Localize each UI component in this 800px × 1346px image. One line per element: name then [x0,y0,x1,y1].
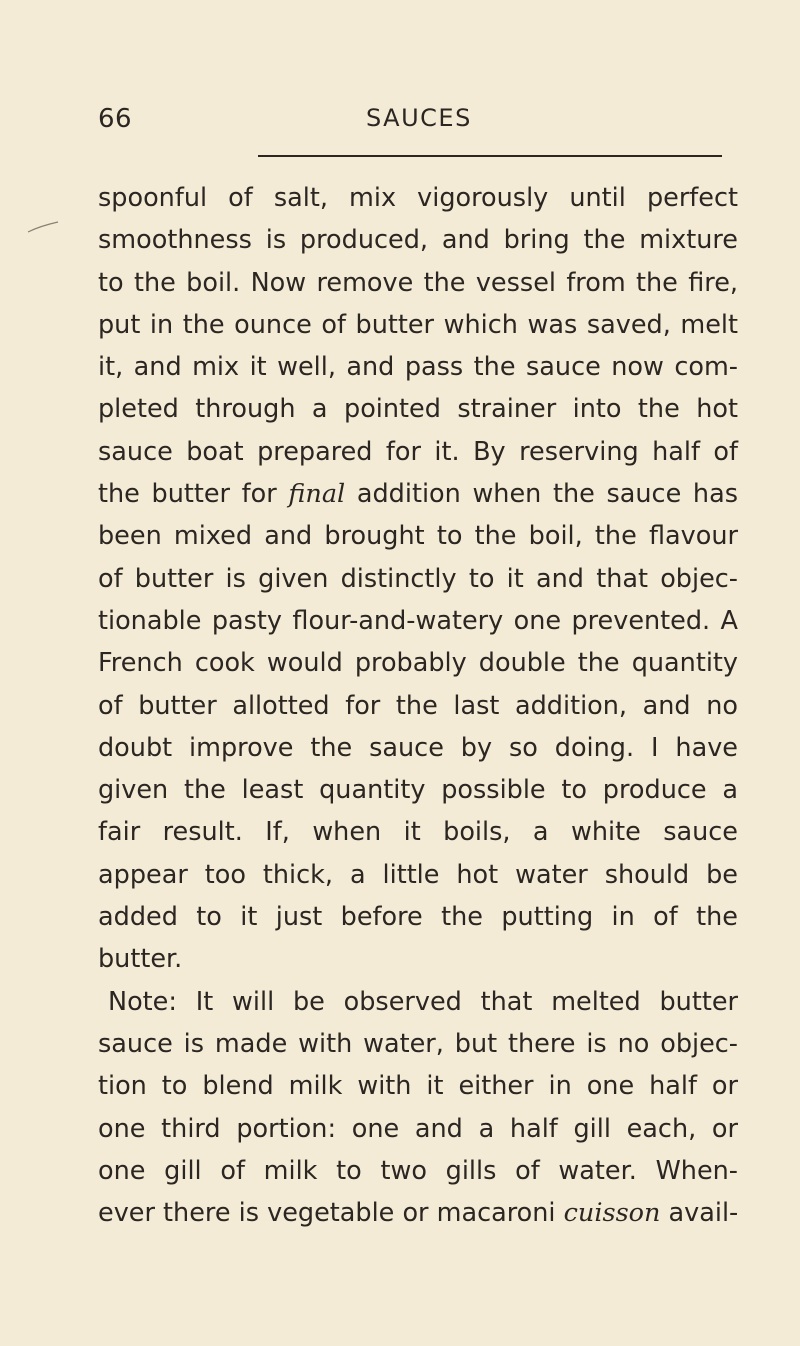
page-number: 66 [98,104,133,134]
italic-word: cuisson [563,1198,661,1229]
italic-word: final [288,479,346,510]
text-line: tionable pasty flour-and-watery one prevented. A [98,605,738,636]
text-line: butter. [98,944,183,975]
text-line: fair result. If, when it boils, a white sauce [98,817,738,848]
text-line: of butter allotted for the last addition, and no [98,690,738,721]
text-line: added to it just before the putting in of the [98,902,738,933]
text-line: French cook would probably double the quantity [98,648,738,679]
margin-pencil-mark [26,220,60,234]
text-line: spoonful of salt, mix vigorously until perfect [98,183,738,213]
text-line: sauce boat prepared for it. By reserving half of [98,436,738,467]
text-line: one gill of milk to two gills of water. When- [98,1155,738,1186]
text-line: it, and mix it well, and pass the sauce now com- [98,352,738,383]
text-line: the butter for final addition when the sauce has [98,479,738,510]
running-head [98,104,728,144]
text-line: doubt improve the sauce by so doing. I have [98,732,738,763]
text-line: been mixed and brought to the boil, the flavour [98,521,738,552]
body-text [98,177,738,1234]
text-line: smoothness is produced, and bring the mixture [98,225,738,256]
running-title: SAUCES [366,104,472,132]
text-line: tion to blend milk with it either in one half or [98,1071,738,1102]
text-line: put in the ounce of butter which was saved, melt [98,309,738,340]
note-line: Note: It will be observed that melted butter [108,986,738,1017]
text-line: given the least quantity possible to produce a [98,775,738,806]
text-line: ever there is vegetable or macaroni cuisson avail- [98,1198,739,1229]
text-line: sauce is made with water, but there is no objec- [98,1028,738,1059]
text-line: to the boil. Now remove the vessel from the fire, [98,267,738,298]
text-line: of butter is given distinctly to it and that objec- [98,563,738,594]
header-rule [258,155,722,157]
text-line: appear too thick, a little hot water should be [98,859,738,890]
text-line: one third portion: one and a half gill each, or [98,1113,738,1144]
text-line: pleted through a pointed strainer into the hot [98,394,738,425]
